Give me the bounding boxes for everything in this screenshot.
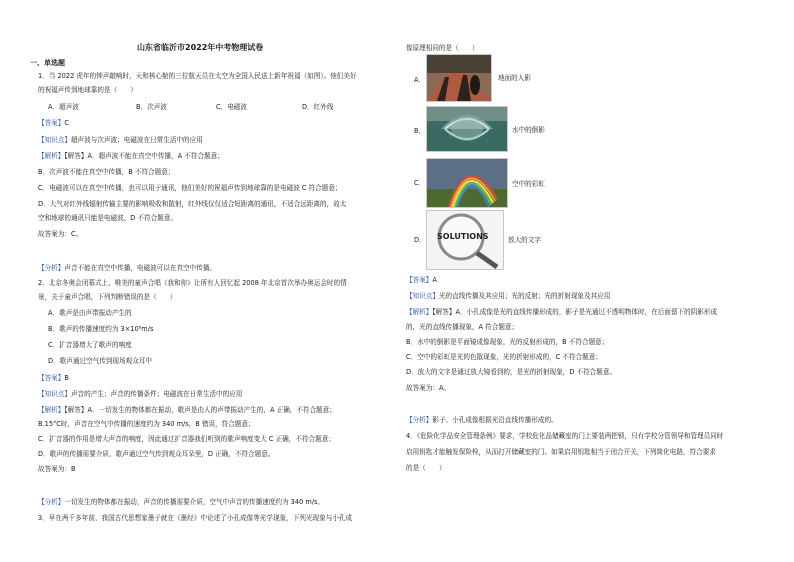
- q2-result: 故答案为：B: [38, 465, 76, 473]
- q1-result: 故答案为：C。: [38, 230, 83, 238]
- q1-analysis-line5: 空和地球的通讯只能是电磁波，D 不符合题意。: [38, 214, 178, 222]
- q1-answer: [38, 119, 69, 127]
- knowledge-label: 【知识点】: [406, 292, 439, 300]
- reflection-photo-art: [427, 107, 507, 151]
- q3-answer-value: A: [432, 276, 437, 284]
- q1-answer-value: C: [64, 119, 69, 127]
- summary-label: 【分析】: [38, 498, 65, 506]
- answer-label: 【答案】: [406, 276, 433, 284]
- q1-option-a: A．超声波: [48, 103, 79, 111]
- q1-summary-text: 声音不能在真空中传播，电磁波可以在真空中传播。: [64, 264, 217, 272]
- q2-summary: [38, 498, 324, 506]
- q1-option-b: B．次声波: [136, 103, 167, 111]
- shadow-photo: [426, 54, 492, 102]
- q3-analysis-text-1: 【解答】A．小孔成像是光的直线传播形成的，影子是光通过不透明物体时，在后面留下的阴影形成: [432, 308, 718, 316]
- answer-label: 【答案】: [38, 374, 65, 382]
- q4-stem-line3: 的是（ ）: [406, 464, 446, 472]
- q3-knowledge-point: [406, 292, 610, 300]
- q3-option-a-letter: A．: [414, 76, 426, 84]
- q3-option-a-caption: 地面的人影: [498, 74, 531, 82]
- q1-stem-line2: 的祝福声传到地球靠的是（ ）: [38, 86, 137, 94]
- q2-option-d: D．歌声通过空气传到现场观众耳中: [48, 357, 152, 365]
- q3-analysis-line5: D．放大的文字是通过放大镜看到的，是光的折射现象，D 不符合题意。: [406, 368, 617, 376]
- answer-label: 【答案】: [38, 119, 65, 127]
- q1-analysis-line3: C．电磁波可以在真空中传播，也可以用于通讯，他们美好的祝福声传到地球靠的是电磁波 C 符合题意；: [38, 184, 342, 192]
- q1-knowledge-text: 超声波与次声波；电磁波在日常生活中的应用: [70, 136, 203, 144]
- page-title: 山东省临沂市2022年中考物理试卷: [137, 43, 264, 52]
- q3-summary-text: 影子、小孔成像根据光沿直线传播形成的。: [432, 416, 558, 424]
- analysis-label: 【解析】: [38, 406, 65, 414]
- q3-analysis-line3: B．水中的倒影是平面镜成像现象，光的反射形成的，B 不符合题意；: [406, 338, 609, 346]
- q3-option-b-caption: 水中的倒影: [512, 126, 545, 134]
- magnifier-text: SOLUTIONS: [437, 232, 489, 241]
- q2-option-c: C．扩音器增大了歌声的响度: [48, 341, 132, 349]
- q3-summary: [406, 416, 558, 424]
- q3-result: 故答案为：A。: [406, 384, 451, 392]
- q3-answer: [406, 276, 437, 284]
- q2-stem-line1: 2．北京冬奥会闭幕式上，唯美的童声合唱《我和你》让所有人回忆起 2008 年北京首次举办奥运会时的情: [38, 279, 347, 287]
- q3-option-d-letter: D．: [414, 236, 426, 244]
- analysis-label: 【解析】: [406, 308, 433, 316]
- q1-stem-line1: 1．当 2022 虎年的钟声敲响时，天和核心舱的三位航天员在太空为全国人民送上新年祝福（如图）。他们美好: [38, 72, 357, 80]
- summary-label: 【分析】: [406, 416, 433, 424]
- q3-option-c-letter: C．: [414, 179, 426, 187]
- q3-option-b-letter: B．: [414, 127, 426, 135]
- q1-analysis-text-1: 【解答】A．超声波不能在真空中传播，A 不符合题意；: [64, 152, 224, 160]
- q1-analysis-line4: D．大气对红外线辐射传输主要的影响吸收和散射，红外线仅仅适合短距离的通讯，不适合远距离的，故太: [38, 200, 347, 208]
- shadow-photo-art: [427, 55, 491, 101]
- q2-answer: [38, 374, 69, 382]
- q1-summary: [38, 264, 216, 272]
- analysis-label: 【解析】: [38, 152, 65, 160]
- rainbow-photo: [426, 158, 508, 208]
- q3-analysis-line2: 的，光的直线传播现象，A 符合题意；: [406, 323, 519, 331]
- knowledge-label: 【知识点】: [38, 136, 71, 144]
- q1-option-d: D．红外线: [302, 103, 334, 111]
- q4-stem-line1: 4．《危险化学品安全管理条例》要求，学校危化品储藏室的门上要装两把锁，只有学校分管领导和管理员同时: [406, 432, 724, 440]
- q2-option-a: A．歌声是由声带振动产生的: [48, 309, 132, 317]
- q2-analysis-line2: B.15°C时，声音在空气中传播的速度约为 340 m/s，B 错误，符合题意；: [38, 420, 255, 428]
- q2-analysis-line4: D．歌声的传播需要介质，歌声通过空气传到观众耳朵里，D 正确，不符合题意。: [38, 450, 275, 458]
- q2-analysis-text-1: 【解答】A．一切发生的物体都在振动，歌声是由人的声带振动产生的，A 正确，不符合题意；: [64, 406, 336, 414]
- magnifier-photo: [426, 210, 504, 270]
- summary-label: 【分析】: [38, 264, 65, 272]
- q2-analysis-line1: [38, 406, 336, 414]
- q2-answer-value: B: [64, 374, 69, 382]
- q1-option-c: C．电磁波: [216, 103, 247, 111]
- q2-analysis-line3: C．扩音器的作用是增大声音的响度，因此通过扩音器我们听到的歌声响度变大 C 正确，不符合题意；: [38, 435, 335, 443]
- q3-stem-line1: 3．早在两千多年前，我国古代思想家墨子就在《墨经》中论述了小孔成像等光学现象，下列光现象与小孔成: [38, 514, 353, 522]
- q2-summary-text: 一切发生的物体都在振动，声音的传播需要介质，空气中声音的传播速度约为 340 m/s。: [64, 498, 325, 506]
- q1-analysis-line1: [38, 152, 224, 160]
- knowledge-label: 【知识点】: [38, 390, 71, 398]
- q3-option-d-caption: 放大的文字: [508, 236, 541, 244]
- rainbow-photo-art: [427, 159, 507, 207]
- q2-knowledge-point: [38, 390, 242, 398]
- q3-analysis-line1: [406, 308, 717, 316]
- q4-stem-line2: 启用钥匙才能触发保险栓，从而打开储藏室的门。如果启用钥匙相当于闭合开关，下列简化电路，符合要求: [406, 448, 716, 456]
- q3-analysis-line4: C．空中的彩虹是光的色散现象，光的折射形成的，C 不符合题意；: [406, 353, 602, 361]
- q1-analysis-line2: B．次声波不能在真空中传播，B 不符合题意；: [38, 168, 175, 176]
- q2-stem-line2: 景，关于童声合唱，下列判断错误的是（ ）: [38, 293, 177, 301]
- q2-knowledge-text: 声音的产生；声音的传播条件；电磁波在日常生活中的应用: [70, 390, 243, 398]
- q3-stem-line2: 像原理相同的是（ ）: [406, 44, 479, 52]
- reflection-photo: [426, 106, 508, 152]
- q3-option-c-caption: 空中的彩虹: [512, 180, 545, 188]
- q1-knowledge-point: [38, 136, 203, 144]
- q2-option-b: B．歌声的传播速度约为 3×10⁸m/s: [48, 325, 154, 333]
- section-heading: 一、单选题: [30, 59, 65, 67]
- q3-knowledge-text: 光的直线传播及其应用；光的反射；光的折射现象及其应用: [438, 292, 611, 300]
